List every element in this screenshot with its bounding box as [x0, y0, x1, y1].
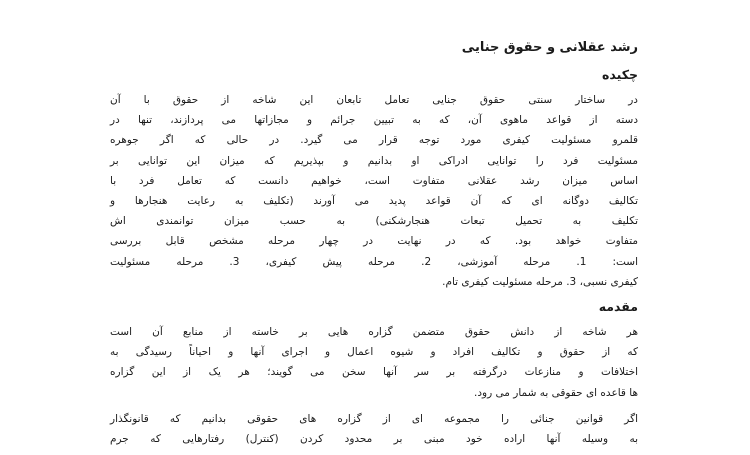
intro-line: اختلافات و منازعات درگرفته بر سر آنها سخن می گویند؛ هر یک از این گزاره — [110, 366, 638, 379]
abstract-line: تکلیف به تحمیل تبعات هنجارشکنی) به حسب میزان توانمندی اش — [110, 215, 638, 228]
introduction-paragraph-2 — [110, 409, 638, 449]
abstract-line: اساس میزان رشد عقلانی متفاوت است، خواهیم دانست که تعامل فرد با — [110, 174, 638, 187]
document-title: رشد عقلانی و حقوق جنایی — [461, 40, 638, 55]
abstract-line: متفاوت خواهد بود. که در نهایت در چهار مرحله مشخص قابل بررسی — [110, 235, 638, 248]
document-page — [110, 38, 638, 455]
abstract-line: تکالیف دوگانه ای که آن قواعد پدید می آورند (تکلیف به رعایت هنجارها و — [110, 195, 638, 208]
introduction-paragraph-1 — [110, 322, 638, 403]
abstract-line: کیفری نسبی، 3. مرحله مسئولیت کیفری تام. — [442, 275, 638, 288]
abstract-line: دسته از قواعد ماهوی آن، که به تبیین جرائم و مجازاتها می پردازند، تنها در — [110, 114, 638, 127]
abstract-line: در ساختار سنتی حقوق جنایی تعامل تابعان این شاخه از حقوق با آن — [110, 94, 638, 106]
intro-line: اگر قوانین جنائی را مجموعه ای از گزاره های حقوقی بدانیم که قانونگذار — [110, 412, 638, 425]
intro-line: که از حقوق و تکالیف افراد و شیوه اعمال و اجرای آنها و احیاناً رسیدگی به — [110, 346, 638, 359]
intro-line: به وسیله آنها اراده خود مبنی بر محدود کردن (کنترل) رفتارهایی که جرم — [110, 433, 638, 446]
introduction-heading: مقدمه — [598, 299, 638, 315]
abstract-line: است: 1. مرحله آموزشی، 2. مرحله پیش کیفری، 3. مرحله مسئولیت — [110, 255, 639, 268]
abstract-paragraph — [110, 90, 638, 292]
intro-line: ها قاعده ای حقوقی به شمار می رود. — [474, 386, 638, 399]
intro-line: هر شاخه از دانش حقوق متضمن گزاره هایی بر خاسته از منابع آن است — [110, 326, 638, 339]
abstract-line: مسئولیت فرد را توانایی ادراکی او بدانیم و بپذیریم که میزان این توانایی بر — [110, 154, 638, 167]
abstract-line: قلمرو مسئولیت کیفری مورد توجه قرار می گیرد. در حالی که اگر جوهره — [110, 134, 638, 147]
abstract-heading: چکیده — [602, 67, 638, 82]
